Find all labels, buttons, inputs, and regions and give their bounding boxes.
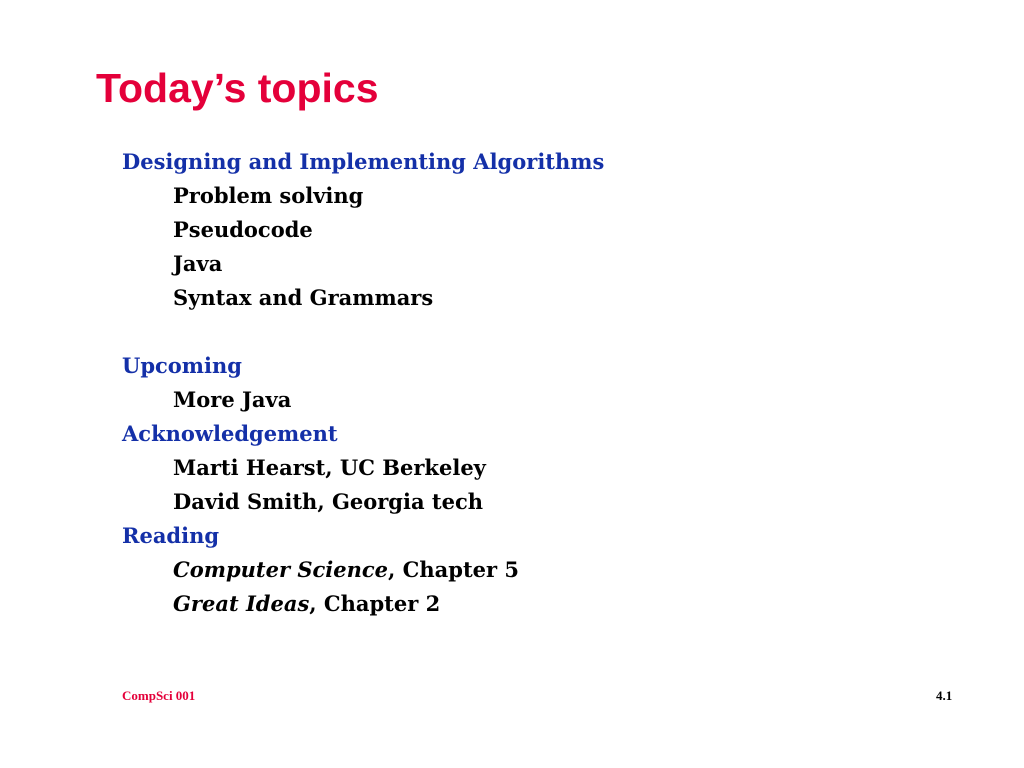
section-heading-reading: Reading bbox=[122, 523, 220, 548]
list-item-reading-gi bbox=[122, 587, 604, 621]
list-item-reading-cs bbox=[122, 553, 604, 587]
list-item-pseudocode: Pseudocode bbox=[173, 217, 313, 242]
list-item-more-java: More Java bbox=[173, 387, 292, 412]
list-item-syntax: Syntax and Grammars bbox=[173, 285, 434, 310]
list-item-smith: David Smith, Georgia tech bbox=[173, 489, 484, 514]
list-item-problem-solving: Problem solving bbox=[173, 183, 364, 208]
chapter-ref: , Chapter 5 bbox=[388, 557, 519, 582]
section-spacer bbox=[122, 315, 604, 349]
list-item-hearst: Marti Hearst, UC Berkeley bbox=[173, 455, 486, 480]
book-title-computer-science: Computer Science bbox=[173, 557, 389, 582]
slide-title: Today’s topics bbox=[96, 65, 379, 111]
section-heading-acknowledgement: Acknowledgement bbox=[122, 421, 338, 446]
slide-content bbox=[122, 145, 604, 621]
section-heading-algorithms: Designing and Implementing Algorithms bbox=[122, 149, 605, 174]
footer-slide-number: 4.1 bbox=[936, 688, 953, 703]
section-heading-upcoming: Upcoming bbox=[122, 353, 242, 378]
book-title-great-ideas: Great Ideas bbox=[173, 591, 310, 616]
footer-course: CompSci 001 bbox=[122, 688, 196, 703]
list-item-java: Java bbox=[173, 251, 223, 276]
chapter-ref: , Chapter 2 bbox=[309, 591, 441, 616]
